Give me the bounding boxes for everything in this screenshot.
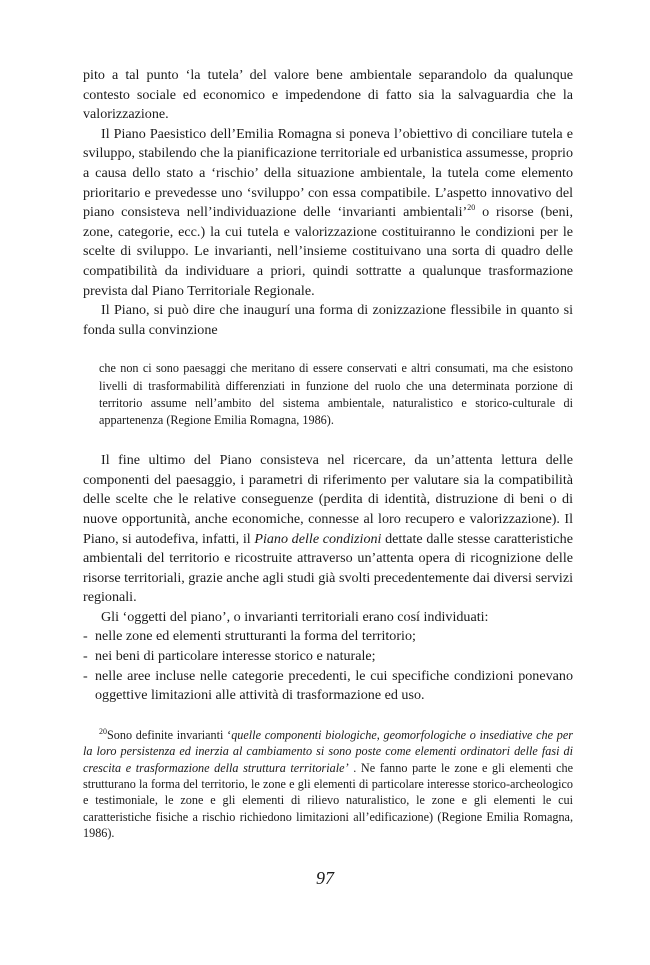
page-content: [83, 66, 573, 854]
paragraph-1: pito a tal punto ‘la tutela’ del valore bene ambientale separandolo da qualunque contesto sociale ed economico e impedendone di fatto sia la salvaguardia che la valorizzazione.: [83, 67, 573, 123]
paragraph-2: [83, 125, 573, 301]
page-number: 97: [316, 868, 334, 888]
footnote: [83, 724, 573, 842]
footnote-rest: . Ne fanno parte le zone e gli elementi che strutturano la forma del territorio, le zone e gli elementi di particolare interesse storico-archeologico e testimoniale, le zone e gli elementi di rilievo naturalistico, le zone e gli elementi le cui caratteristiche fisiche a rischio richiedono limitazioni all’edificazione) (Regione Emilia Romagna, 1986).: [83, 760, 573, 841]
paragraph-4: [83, 451, 573, 608]
list-item: - nelle aree incluse nelle categorie precedenti, le cui specifiche condizioni ponevano oggettive limitazioni alle attività di trasformazione ed uso.: [83, 667, 573, 706]
paragraph-4-text-a: Il fine ultimo del Piano consisteva nel ricercare, da un’attenta lettura delle componenti del paesaggio, i parametri di riferimento per valutare sia la compatibilità delle scelte che le relative conseguenze (perdita di identità, distruzione di beni o di nuove opportunità, anche economiche, connesse al loro recupero e valorizzazione). Il Piano, si autodefiva, infatti, il: [83, 452, 573, 547]
list-item: - nei beni di particolare interesse storico e naturale;: [83, 647, 573, 667]
footnote-number: 20: [99, 726, 107, 736]
footnote-italic: quelle componenti biologiche, geomorfologiche o insediative che per la loro persistenza ed inerzia al cambiamento si sono poste come elementi ordinatori delle fasi di crescita e trasformazione della struttura territoriale’: [83, 727, 573, 775]
paragraph-3: Il Piano, si può dire che inaugurí una forma di zonizzazione flessibile in quanto si fonda sulla convinzione: [83, 302, 573, 338]
paragraph-4-italic: Piano delle condizioni: [254, 530, 382, 547]
block-quote: che non ci sono paesaggi che meritano di essere conservati e altri consumati, ma che esistono livelli di trasformabilità differenziati in funzione del ruolo che una determinata porzione di territorio assume nell’ambito del sistema ambientale, naturalistico e storico-culturale di appartenenza (Regione Emilia Romagna, 1986).: [99, 361, 573, 427]
paragraph-4-text-b: dettate dalle stesse caratteristiche ambientali del territorio e ricostruite attraverso un’attenta opera di ricognizione delle risorse territoriali, grazie anche agli studi già svolti precedentemente dai diversi servizi regionali.: [83, 530, 573, 606]
list-item: - nelle zone ed elementi strutturanti la forma del territorio;: [83, 627, 573, 647]
paragraph-2-text-a: Il Piano Paesistico dell’Emilia Romagna si poneva l’obiettivo di conciliare tutela e sviluppo, stabilendo che la pianificazione territoriale ed urbanistica assumesse, proprio a causa dello stato a ‘rischio’ della situazione ambientale, la tutela come elemento prioritario e prevedesse uno ‘sviluppo’ con essa compatibile. L’aspetto innovativo del piano consisteva nell’individuazione delle ‘invarianti ambientali’: [83, 125, 573, 221]
invarianti-list: [83, 627, 573, 705]
paragraph-2-text-b: o risorse (beni, zone, categorie, ecc.) la cui tutela e valorizzazione costituiranno le condizioni per le scelte di sviluppo. Le invarianti, nell’insieme costituivano una sorta di quadro delle compatibilità da individuare a priori, quindi sottratte a qualunque trasformazione prevista dal Piano Territoriale Regionale.: [83, 204, 573, 299]
paragraph-5: Gli ‘oggetti del piano’, o invarianti territoriali erano cosí individuati:: [101, 608, 489, 625]
footnote-reference: 20: [467, 203, 476, 213]
footnote-lead: Sono definite invarianti ‘: [107, 727, 232, 742]
